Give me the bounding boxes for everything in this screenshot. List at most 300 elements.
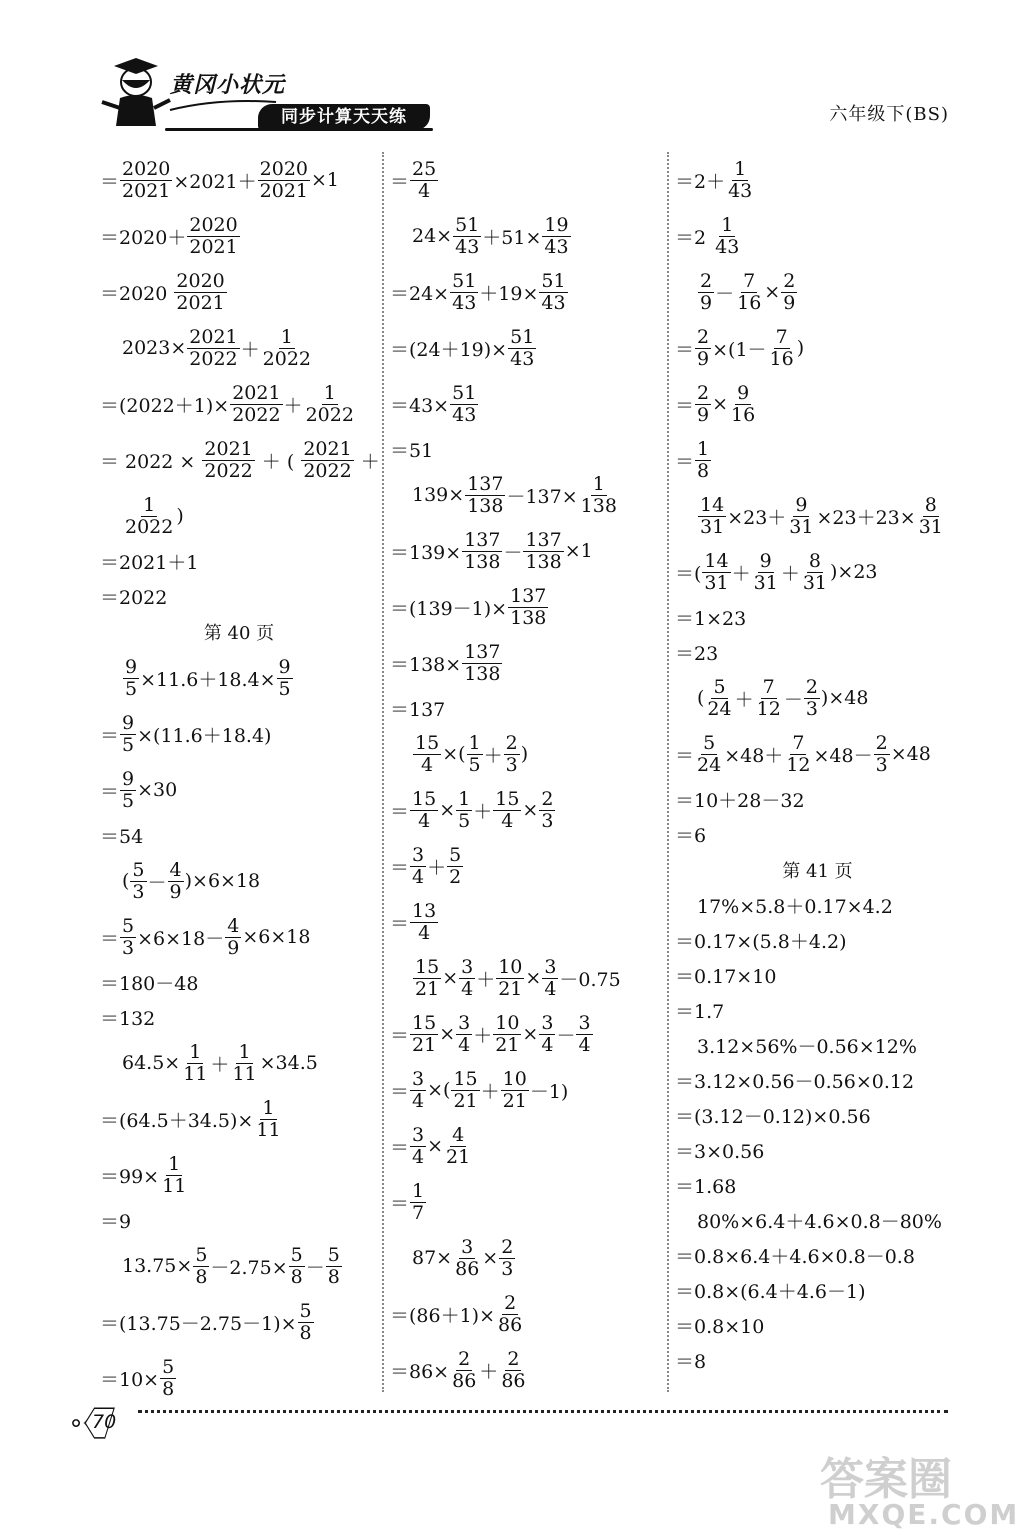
fraction-numerator: 3	[461, 955, 474, 978]
equation-text: ＝2020	[100, 282, 174, 305]
fraction-denominator: 4	[418, 921, 431, 944]
fraction-denominator: 3	[122, 936, 135, 959]
fraction-denominator: 7	[412, 1201, 425, 1224]
section-page-title	[675, 852, 960, 888]
equation-text: －	[783, 688, 803, 711]
equation-text: ＝6	[675, 825, 707, 847]
fraction-denominator: 3	[132, 880, 145, 903]
equation-line	[100, 650, 378, 706]
fraction-denominator: 5	[468, 753, 481, 776]
fraction	[451, 1069, 479, 1112]
equation-text: ＝	[675, 338, 695, 361]
fraction	[187, 327, 239, 370]
fraction-numerator: 9	[122, 711, 135, 734]
fraction-numerator: 5	[327, 1243, 340, 1266]
equation-text: ＝(	[675, 562, 702, 585]
equation-text: ＝23	[675, 643, 719, 665]
fraction-denominator: 4	[541, 1033, 554, 1056]
equation-text: ＝180－48	[100, 973, 199, 995]
fraction-numerator: 1	[468, 731, 481, 754]
fraction-numerator: 137	[510, 584, 547, 607]
fraction	[453, 215, 481, 258]
fraction-denominator: 11	[183, 1062, 208, 1085]
fraction-denominator: 5	[122, 789, 135, 812]
equation-text: ＝(64.5＋34.5)×	[100, 1109, 254, 1132]
equation-text: ＋19×	[479, 282, 539, 305]
equation-line	[100, 706, 378, 762]
fraction-denominator: 138	[464, 550, 501, 573]
equation-text: 64.5×	[122, 1052, 181, 1074]
fraction-denominator: 8	[299, 1321, 312, 1344]
equation-text: ＋	[734, 688, 754, 711]
equation-text: ＝	[390, 170, 410, 193]
equation-text: ＝137	[390, 699, 446, 721]
equation-line	[100, 965, 378, 1000]
equation-text: ＝0.8×10	[675, 1316, 765, 1338]
equation-line	[675, 544, 960, 600]
fraction-numerator: 2021	[232, 381, 281, 404]
equation-text: ＝8	[675, 1351, 707, 1373]
fraction-numerator: 13	[412, 899, 437, 922]
equation-text: ×30	[137, 779, 178, 801]
fraction-numerator: 14	[704, 549, 729, 572]
fraction-denominator: 4	[418, 179, 431, 202]
equation-text: ＝(13.75－2.75－1)×	[100, 1312, 297, 1335]
equation-line	[675, 1063, 960, 1098]
fraction-numerator: 5	[449, 843, 462, 866]
fraction	[413, 957, 441, 1000]
fraction-numerator: 15	[495, 787, 520, 810]
fraction	[508, 586, 548, 629]
fraction	[804, 677, 820, 720]
fraction-numerator: 2	[783, 269, 796, 292]
fraction-denominator: 11	[256, 1118, 281, 1141]
equation-line	[100, 488, 378, 544]
fraction-numerator: 2	[458, 1347, 471, 1370]
equation-line	[390, 726, 660, 782]
equation-text: －1)	[529, 1080, 569, 1103]
fraction-denominator: 8	[290, 1265, 303, 1288]
fraction	[230, 383, 282, 426]
equation-text: 17%×5.8＋0.17×4.2	[697, 896, 893, 918]
equation-text: ×	[522, 799, 539, 821]
fraction-denominator: 43	[452, 403, 477, 426]
equation-text: 24×	[412, 225, 453, 247]
equation-line	[100, 909, 378, 965]
equation-text: (	[122, 870, 130, 892]
watermark-logo: 答案圈	[820, 1454, 952, 1505]
equation-line	[100, 579, 378, 614]
fraction	[450, 1349, 478, 1392]
fraction-denominator: 31	[802, 571, 828, 594]
fraction-denominator: 8	[697, 459, 710, 482]
fraction	[695, 383, 711, 426]
equation-text: ＝3.12×0.56－0.56×0.12	[675, 1071, 915, 1093]
equation-line	[390, 838, 660, 894]
grade-label: 六年级下(BS)	[829, 104, 949, 125]
equation-line	[675, 635, 960, 670]
equation-line	[390, 782, 660, 838]
fraction-numerator: 1	[262, 1096, 275, 1119]
fraction	[501, 1069, 529, 1112]
fraction-numerator: 137	[464, 640, 501, 663]
fraction	[410, 159, 438, 202]
equation-text: ×	[525, 967, 542, 989]
equation-line	[390, 320, 660, 376]
fraction-numerator: 1	[238, 1040, 251, 1063]
fraction-denominator: 3	[501, 1257, 514, 1280]
equation-line	[390, 523, 660, 579]
equation-text: ×	[482, 1247, 499, 1269]
fraction-numerator: 3	[541, 1011, 554, 1034]
equation-text: )×6×18	[184, 870, 261, 892]
equation-line	[675, 817, 960, 852]
fraction-numerator: 3	[412, 1067, 425, 1090]
equation-line	[675, 958, 960, 993]
fraction-denominator: 43	[541, 291, 566, 314]
fraction-numerator: 1	[168, 1152, 181, 1175]
equation-text: ＝2	[675, 226, 713, 249]
fraction	[326, 1245, 342, 1288]
fraction	[523, 530, 563, 573]
equation-text: )×48	[820, 687, 869, 709]
fraction	[410, 845, 426, 888]
equation-line	[390, 691, 660, 726]
fraction-denominator: 43	[544, 235, 569, 258]
fraction	[254, 1098, 282, 1141]
equation-line	[675, 726, 960, 782]
fraction	[174, 271, 226, 314]
fraction-numerator: 5	[703, 731, 716, 754]
equation-text: ＝2020＋	[100, 226, 187, 249]
equation-line	[675, 264, 960, 320]
equation-text: ＋	[240, 338, 260, 361]
fraction	[410, 1069, 426, 1112]
equation-line	[100, 1147, 378, 1203]
fraction	[230, 1042, 258, 1085]
equation-line	[390, 432, 660, 467]
equation-line	[675, 1343, 960, 1378]
fraction-numerator: 3	[578, 1011, 591, 1034]
fraction-numerator: 2	[501, 1235, 514, 1258]
fraction-numerator: 25	[412, 157, 437, 180]
fraction	[160, 1154, 188, 1197]
fraction-numerator: 137	[467, 472, 504, 495]
equation-text: ＝	[390, 856, 410, 879]
fraction	[410, 1125, 426, 1168]
fraction-denominator: 31	[704, 571, 729, 594]
equation-text: 139×	[412, 484, 465, 506]
fraction-numerator: 9	[795, 493, 808, 516]
fraction	[261, 327, 313, 370]
fraction-numerator: 15	[412, 787, 437, 810]
fraction	[542, 215, 570, 258]
fraction-numerator: 10	[495, 1011, 520, 1034]
fraction	[768, 327, 796, 370]
equation-text: ＋	[283, 394, 303, 417]
fraction-denominator: 31	[789, 515, 814, 538]
fraction-denominator: 5	[125, 677, 138, 700]
equation-text: ＝0.8×(6.4＋4.6－1)	[675, 1281, 866, 1303]
fraction-numerator: 1	[734, 157, 747, 180]
equation-line	[675, 782, 960, 817]
equation-text: ＝132	[100, 1008, 156, 1030]
series-banner: 同步计算天天练	[258, 104, 430, 130]
equation-text: ＝1.7	[675, 1001, 725, 1023]
fraction	[801, 551, 829, 594]
fraction-numerator: 51	[510, 325, 535, 348]
equation-text: ×	[439, 799, 456, 821]
fraction	[462, 642, 502, 685]
equation-text: )×23	[830, 561, 878, 583]
fraction-denominator: 138	[464, 662, 501, 685]
equation-line	[675, 208, 960, 264]
fraction-denominator: 3	[805, 697, 818, 720]
fraction-numerator: 4	[169, 858, 182, 881]
equation-line	[675, 600, 960, 635]
fraction-numerator: 1	[323, 381, 336, 404]
fraction-numerator: 9	[122, 767, 135, 790]
fraction-denominator: 3	[875, 753, 888, 776]
equation-text: ＝(3.12－0.12)×0.56	[675, 1106, 871, 1128]
equation-text: ＝	[100, 927, 120, 950]
equation-line	[675, 320, 960, 376]
equation-text: －	[715, 282, 735, 305]
equation-text: ×48＋	[724, 744, 784, 767]
equation-line	[390, 1286, 660, 1342]
fraction-denominator: 43	[728, 179, 753, 202]
equation-text: ＝3×0.56	[675, 1141, 765, 1163]
fraction-numerator: 3	[461, 1235, 474, 1258]
equation-line	[675, 1273, 960, 1308]
fraction-denominator: 4	[418, 809, 431, 832]
equation-line	[390, 467, 660, 523]
equation-line	[675, 670, 960, 726]
fraction	[120, 916, 136, 959]
fraction-numerator: 3	[458, 1011, 471, 1034]
equation-text: ×23＋23×	[816, 506, 916, 529]
fraction-numerator: 5	[132, 858, 145, 881]
equation-text: ×	[427, 1135, 444, 1157]
fraction	[459, 957, 475, 1000]
fraction-numerator: 1	[412, 1179, 425, 1202]
equation-line	[390, 1342, 660, 1398]
fraction-denominator: 5	[458, 809, 471, 832]
fraction	[465, 474, 505, 517]
fraction	[277, 657, 293, 700]
equation-text: ×	[439, 1023, 456, 1045]
fraction-numerator: 1	[458, 787, 471, 810]
fraction-numerator: 5	[299, 1299, 312, 1322]
fraction	[695, 439, 711, 482]
fraction	[496, 957, 524, 1000]
equation-text: )	[176, 505, 184, 527]
fraction-denominator: 2021	[122, 179, 171, 202]
equation-text: －	[556, 1024, 576, 1047]
equation-text: ＝(139－1)×	[390, 597, 508, 620]
fraction-denominator: 4	[412, 1145, 425, 1168]
equation-line	[390, 264, 660, 320]
equation-line	[675, 1238, 960, 1273]
equation-text: ＝0.17×10	[675, 966, 777, 988]
fraction-numerator: 3	[412, 843, 425, 866]
fraction-denominator: 86	[501, 1369, 526, 1392]
fraction	[702, 551, 730, 594]
fraction	[499, 1237, 515, 1280]
equation-text: ＝1×23	[675, 608, 747, 630]
header-rule	[165, 128, 433, 131]
brand-title: 黄冈小状元	[170, 72, 286, 98]
equation-text: ＋51×	[482, 226, 542, 249]
fraction	[410, 789, 438, 832]
fraction-denominator: 9	[697, 347, 710, 370]
fraction-numerator: 7	[775, 325, 788, 348]
equation-text: ＋	[427, 856, 447, 879]
equation-line	[675, 488, 960, 544]
fraction-denominator: 12	[786, 753, 811, 776]
scholar-mascot-icon	[96, 52, 174, 130]
equation-text: ＝2021＋1	[100, 552, 199, 574]
fraction-numerator: 4	[452, 1123, 465, 1146]
fraction-denominator: 4	[578, 1033, 591, 1056]
fraction-numerator: 2020	[259, 157, 309, 180]
equation-text: ＝43×	[390, 394, 450, 417]
page-number: 70	[92, 1411, 117, 1433]
fraction-denominator: 86	[498, 1313, 523, 1336]
equation-line	[390, 579, 660, 635]
fraction-denominator: 16	[731, 403, 756, 426]
fraction-denominator: 4	[461, 977, 474, 1000]
fraction-denominator: 5	[122, 733, 135, 756]
fraction-numerator: 2021	[189, 325, 238, 348]
equation-text: 80%×6.4＋4.6×0.8－80%	[697, 1211, 942, 1233]
fraction-numerator: 1	[592, 472, 605, 495]
fraction-numerator: 1	[143, 493, 156, 516]
equation-text: ＝	[675, 450, 695, 473]
fraction	[120, 769, 136, 812]
fraction-numerator: 1	[697, 437, 710, 460]
fraction-denominator: 21	[498, 977, 523, 1000]
equation-text: ×1	[311, 169, 340, 191]
fraction-denominator: 9	[227, 936, 240, 959]
equation-line	[390, 1118, 660, 1174]
fraction	[304, 383, 356, 426]
fraction	[784, 733, 812, 776]
fraction-denominator: 12	[756, 697, 781, 720]
fraction-numerator: 51	[455, 213, 480, 236]
fraction-numerator: 9	[125, 655, 138, 678]
fraction	[450, 383, 478, 426]
fraction	[695, 733, 723, 776]
fraction	[301, 439, 353, 482]
fraction	[467, 733, 483, 776]
fraction-numerator: 5	[195, 1243, 208, 1266]
equation-line	[100, 264, 378, 320]
equation-line	[100, 1350, 378, 1406]
equation-text: ＝138×	[390, 653, 462, 676]
fraction-denominator: 4	[458, 1033, 471, 1056]
fraction	[120, 713, 136, 756]
equation-line	[675, 376, 960, 432]
equation-text: －0.75	[559, 968, 621, 991]
fraction-denominator: 21	[502, 1089, 527, 1112]
equation-line	[100, 1035, 378, 1091]
equation-text: ＝ 2022 ×	[100, 450, 202, 473]
equation-text: ＝2022	[100, 587, 168, 609]
fraction-denominator: 138	[525, 550, 562, 573]
equation-text: ＝	[390, 1080, 410, 1103]
equation-line	[100, 1238, 378, 1294]
fraction	[444, 1125, 472, 1168]
fraction-denominator: 2022	[232, 403, 281, 426]
fraction-numerator: 7	[743, 269, 756, 292]
equation-line	[100, 1091, 378, 1147]
fraction	[698, 271, 714, 314]
fraction-denominator: 9	[169, 880, 182, 903]
fraction-denominator: 4	[544, 977, 557, 1000]
fraction-numerator: 2	[541, 787, 554, 810]
fraction-numerator: 2020	[176, 269, 225, 292]
column-divider	[382, 152, 384, 1392]
equation-line	[100, 544, 378, 579]
fraction-numerator: 9	[737, 381, 750, 404]
fraction-denominator: 21	[412, 1033, 437, 1056]
fraction-numerator: 2	[505, 731, 518, 754]
equation-text: ×48	[890, 743, 931, 765]
equation-text: )	[520, 743, 529, 765]
fraction	[410, 1013, 438, 1056]
fraction-denominator: 4	[412, 865, 425, 888]
equation-text: ＋	[483, 744, 503, 767]
fraction	[123, 657, 139, 700]
fraction-numerator: 9	[759, 549, 772, 572]
equation-line	[675, 1028, 960, 1063]
fraction	[705, 677, 733, 720]
equation-text: ×(	[427, 1079, 451, 1101]
equation-line	[390, 950, 660, 1006]
fraction	[187, 215, 239, 258]
fraction-numerator: 51	[452, 381, 477, 404]
fraction	[695, 327, 711, 370]
fraction-denominator: 16	[769, 347, 794, 370]
equation-line	[675, 993, 960, 1028]
equation-text: ＝	[100, 780, 120, 803]
fraction-denominator: 2022	[189, 347, 238, 370]
fraction	[120, 159, 172, 202]
equation-line	[675, 1203, 960, 1238]
fraction	[917, 495, 945, 538]
equation-text: ＝24×	[390, 282, 450, 305]
equation-text: ＝2＋	[675, 170, 726, 193]
equation-line	[100, 376, 378, 432]
equation-text: ＋ (	[255, 450, 301, 473]
equation-text: －	[503, 541, 523, 564]
fraction-numerator: 1	[189, 1040, 202, 1063]
equation-text: ＝(2022＋1)×	[100, 394, 230, 417]
page-header	[0, 0, 999, 140]
fraction	[539, 271, 567, 314]
fraction	[298, 1301, 314, 1344]
fraction	[202, 439, 254, 482]
equation-text: ＝0.8×6.4＋4.6×0.8－0.8	[675, 1246, 915, 1268]
equation-line	[100, 320, 378, 376]
fraction-denominator: 3	[505, 753, 518, 776]
fraction	[168, 860, 184, 903]
equation-text: ＝51	[390, 440, 434, 462]
fraction-denominator: 4	[421, 753, 434, 776]
equation-line	[100, 762, 378, 818]
fraction-denominator: 21	[446, 1145, 471, 1168]
